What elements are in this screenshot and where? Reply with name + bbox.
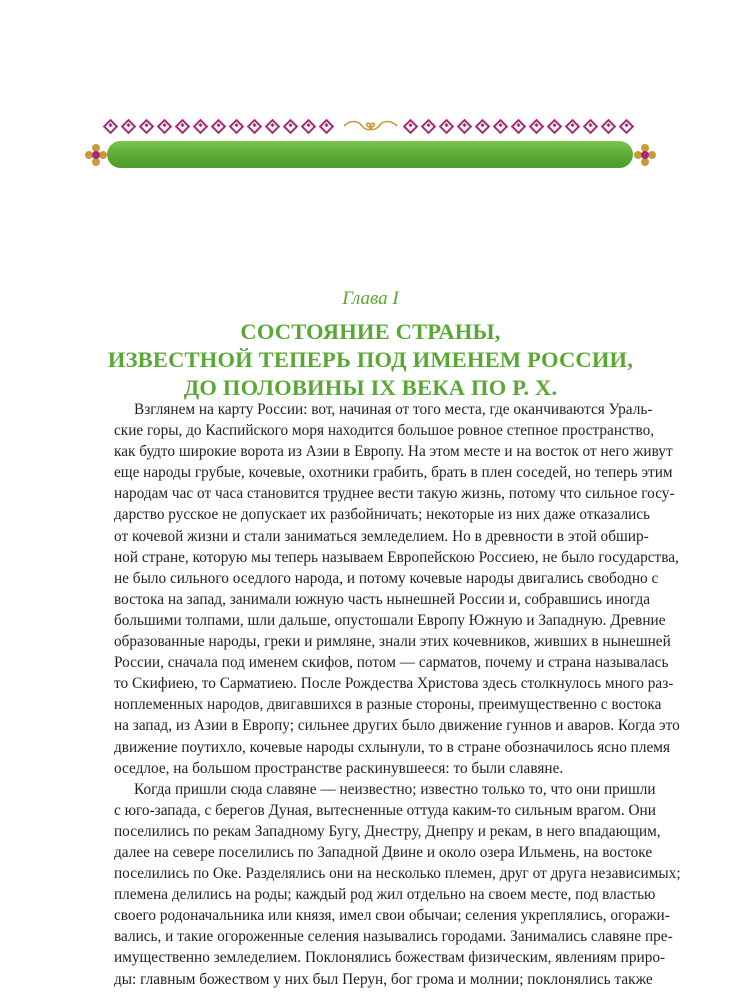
text-line: с юго-запада, с берегов Дуная, вытесненные оттуда каким-то сильным врагом. Они bbox=[114, 801, 656, 819]
dot-ornament-icon bbox=[157, 119, 173, 135]
dot-ornament-icon bbox=[439, 119, 455, 135]
text-line: ной стране, которую мы теперь называем Европейскою Россиею, не было государства, bbox=[114, 548, 679, 566]
dot-ornament-icon bbox=[601, 119, 617, 135]
green-banner bbox=[107, 141, 633, 168]
text-line: оседлое, на большом пространстве раскинувшееся: то были славяне. bbox=[114, 759, 564, 777]
chapter-title bbox=[0, 318, 741, 402]
title-line: ИЗВЕСТНОЙ ТЕПЕРЬ ПОД ИМЕНЕМ РОССИИ, bbox=[107, 347, 634, 372]
text-line: своего родоначальника или князя, имел свои обычаи; селения укреплялись, огоражи- bbox=[114, 907, 670, 925]
text-line: ские горы, до Каспийского моря находится большое ровное степное пространство, bbox=[114, 422, 655, 440]
dot-ornament-icon bbox=[121, 119, 137, 135]
text-line: как будто широкие ворота из Азии в Европу. На этом месте и на восток от него живут bbox=[114, 443, 673, 461]
text-line: большими толпами, шли дальше, опустошали Европу Южную и Западную. Древние bbox=[114, 611, 666, 629]
dot-ornament-icon bbox=[247, 119, 263, 135]
text-line: народам час от часа становится труднее вести такую жизнь, потому что сильное госу- bbox=[114, 485, 675, 503]
dot-ornament-icon bbox=[529, 119, 545, 135]
dot-ornament-icon bbox=[547, 119, 563, 135]
flower-ornament-icon bbox=[633, 143, 657, 167]
chapter-label: Глава I bbox=[342, 288, 399, 309]
body-text bbox=[114, 399, 681, 990]
text-line: имущественно земледелием. Поклонялись божествам физическим, явлениям приро- bbox=[114, 949, 666, 967]
dot-ornament-icon bbox=[511, 119, 527, 135]
text-line: вались, и такие огороженные селения назывались городами. Занимались славяне пре- bbox=[114, 928, 673, 946]
text-line: востока на запад, занимали южную часть нынешней России и, собравшись иногда bbox=[114, 590, 651, 608]
text-line: ды: главным божеством у них был Перун, бог грома и молнии; поклонялись также bbox=[114, 970, 653, 988]
text-line: ноплеменных народов, двигавшихся в разные стороны, преимущественно с востока bbox=[114, 696, 662, 714]
text-line: от кочевой жизни и стали заниматься земледелием. Но в древности в этой обшир- bbox=[114, 527, 649, 545]
text-line: то Скифиею, то Сарматиею. После Рождества Христова здесь столкнулось много раз- bbox=[114, 675, 674, 693]
dot-ornament-icon bbox=[457, 119, 473, 135]
dot-ornament-icon bbox=[619, 119, 635, 135]
dot-ornament-icon bbox=[421, 119, 437, 135]
text-line: дарство русское не допускает их разбойничать; некоторые из них даже отказались bbox=[114, 506, 651, 524]
text-line: образованные народы, греки и римляне, знали этих кочевников, живших в нынешней bbox=[114, 633, 671, 651]
dot-ornament-icon bbox=[283, 119, 299, 135]
text-line: Когда пришли сюда славяне — неизвестно; известно только то, что они пришли bbox=[134, 780, 656, 798]
title-line: СОСТОЯНИЕ СТРАНЫ, bbox=[240, 319, 501, 344]
text-line: на запад, из Азии в Европу; сильнее других было движение гуннов и аваров. Когда это bbox=[114, 717, 680, 735]
dot-ornament-icon bbox=[319, 119, 335, 135]
dot-ornament-icon bbox=[193, 119, 209, 135]
header-ornament bbox=[0, 0, 741, 190]
text-line: Взглянем на карту России: вот, начиная от того места, где оканчиваются Ураль- bbox=[134, 401, 653, 418]
dot-ornament-icon bbox=[301, 119, 317, 135]
dot-ornament-icon bbox=[175, 119, 191, 135]
dot-ornament-icon bbox=[565, 119, 581, 135]
text-line: движение поутихло, кочевые народы схлынули, то в стране обозначилось ясно племя bbox=[114, 738, 671, 756]
dot-ornament-icon bbox=[211, 119, 227, 135]
swirl-ornament-icon bbox=[340, 119, 401, 133]
text-line: еще народы грубые, кочевые, охотники грабить, брать в плен соседей, но теперь этим bbox=[114, 464, 673, 482]
text-line: поселились по рекам Западному Бугу, Днестру, Днепру и рекам, в него впадающим, bbox=[114, 822, 661, 840]
dot-ornament-icon bbox=[229, 119, 245, 135]
text-line: не было сильного оседлого народа, и потому кочевые народы двигались свободно с bbox=[114, 569, 659, 587]
text-line: далее на севере поселились по Западной Двине и около озера Ильмень, на востоке bbox=[114, 843, 653, 861]
dot-ornament-icon bbox=[493, 119, 509, 135]
text-line: племена делились на роды; каждый род жил отдельно на своем месте, под властью bbox=[114, 886, 656, 904]
dot-ornament-icon bbox=[103, 119, 119, 135]
dot-ornament-icon bbox=[139, 119, 155, 135]
dot-ornament-icon bbox=[475, 119, 491, 135]
dot-ornament-icon bbox=[403, 119, 419, 135]
flower-ornament-icon bbox=[84, 143, 108, 167]
text-line: поселились по Оке. Разделялись они на несколько племен, друг от друга независимых; bbox=[114, 865, 681, 883]
dot-ornament-icon bbox=[265, 119, 281, 135]
title-line: ДО ПОЛОВИНЫ IX ВЕКА ПО Р. Х. bbox=[183, 375, 558, 400]
text-line: России, сначала под именем скифов, потом — сарматов, почему и страна называлась bbox=[114, 654, 669, 672]
dot-ornament-icon bbox=[583, 119, 599, 135]
